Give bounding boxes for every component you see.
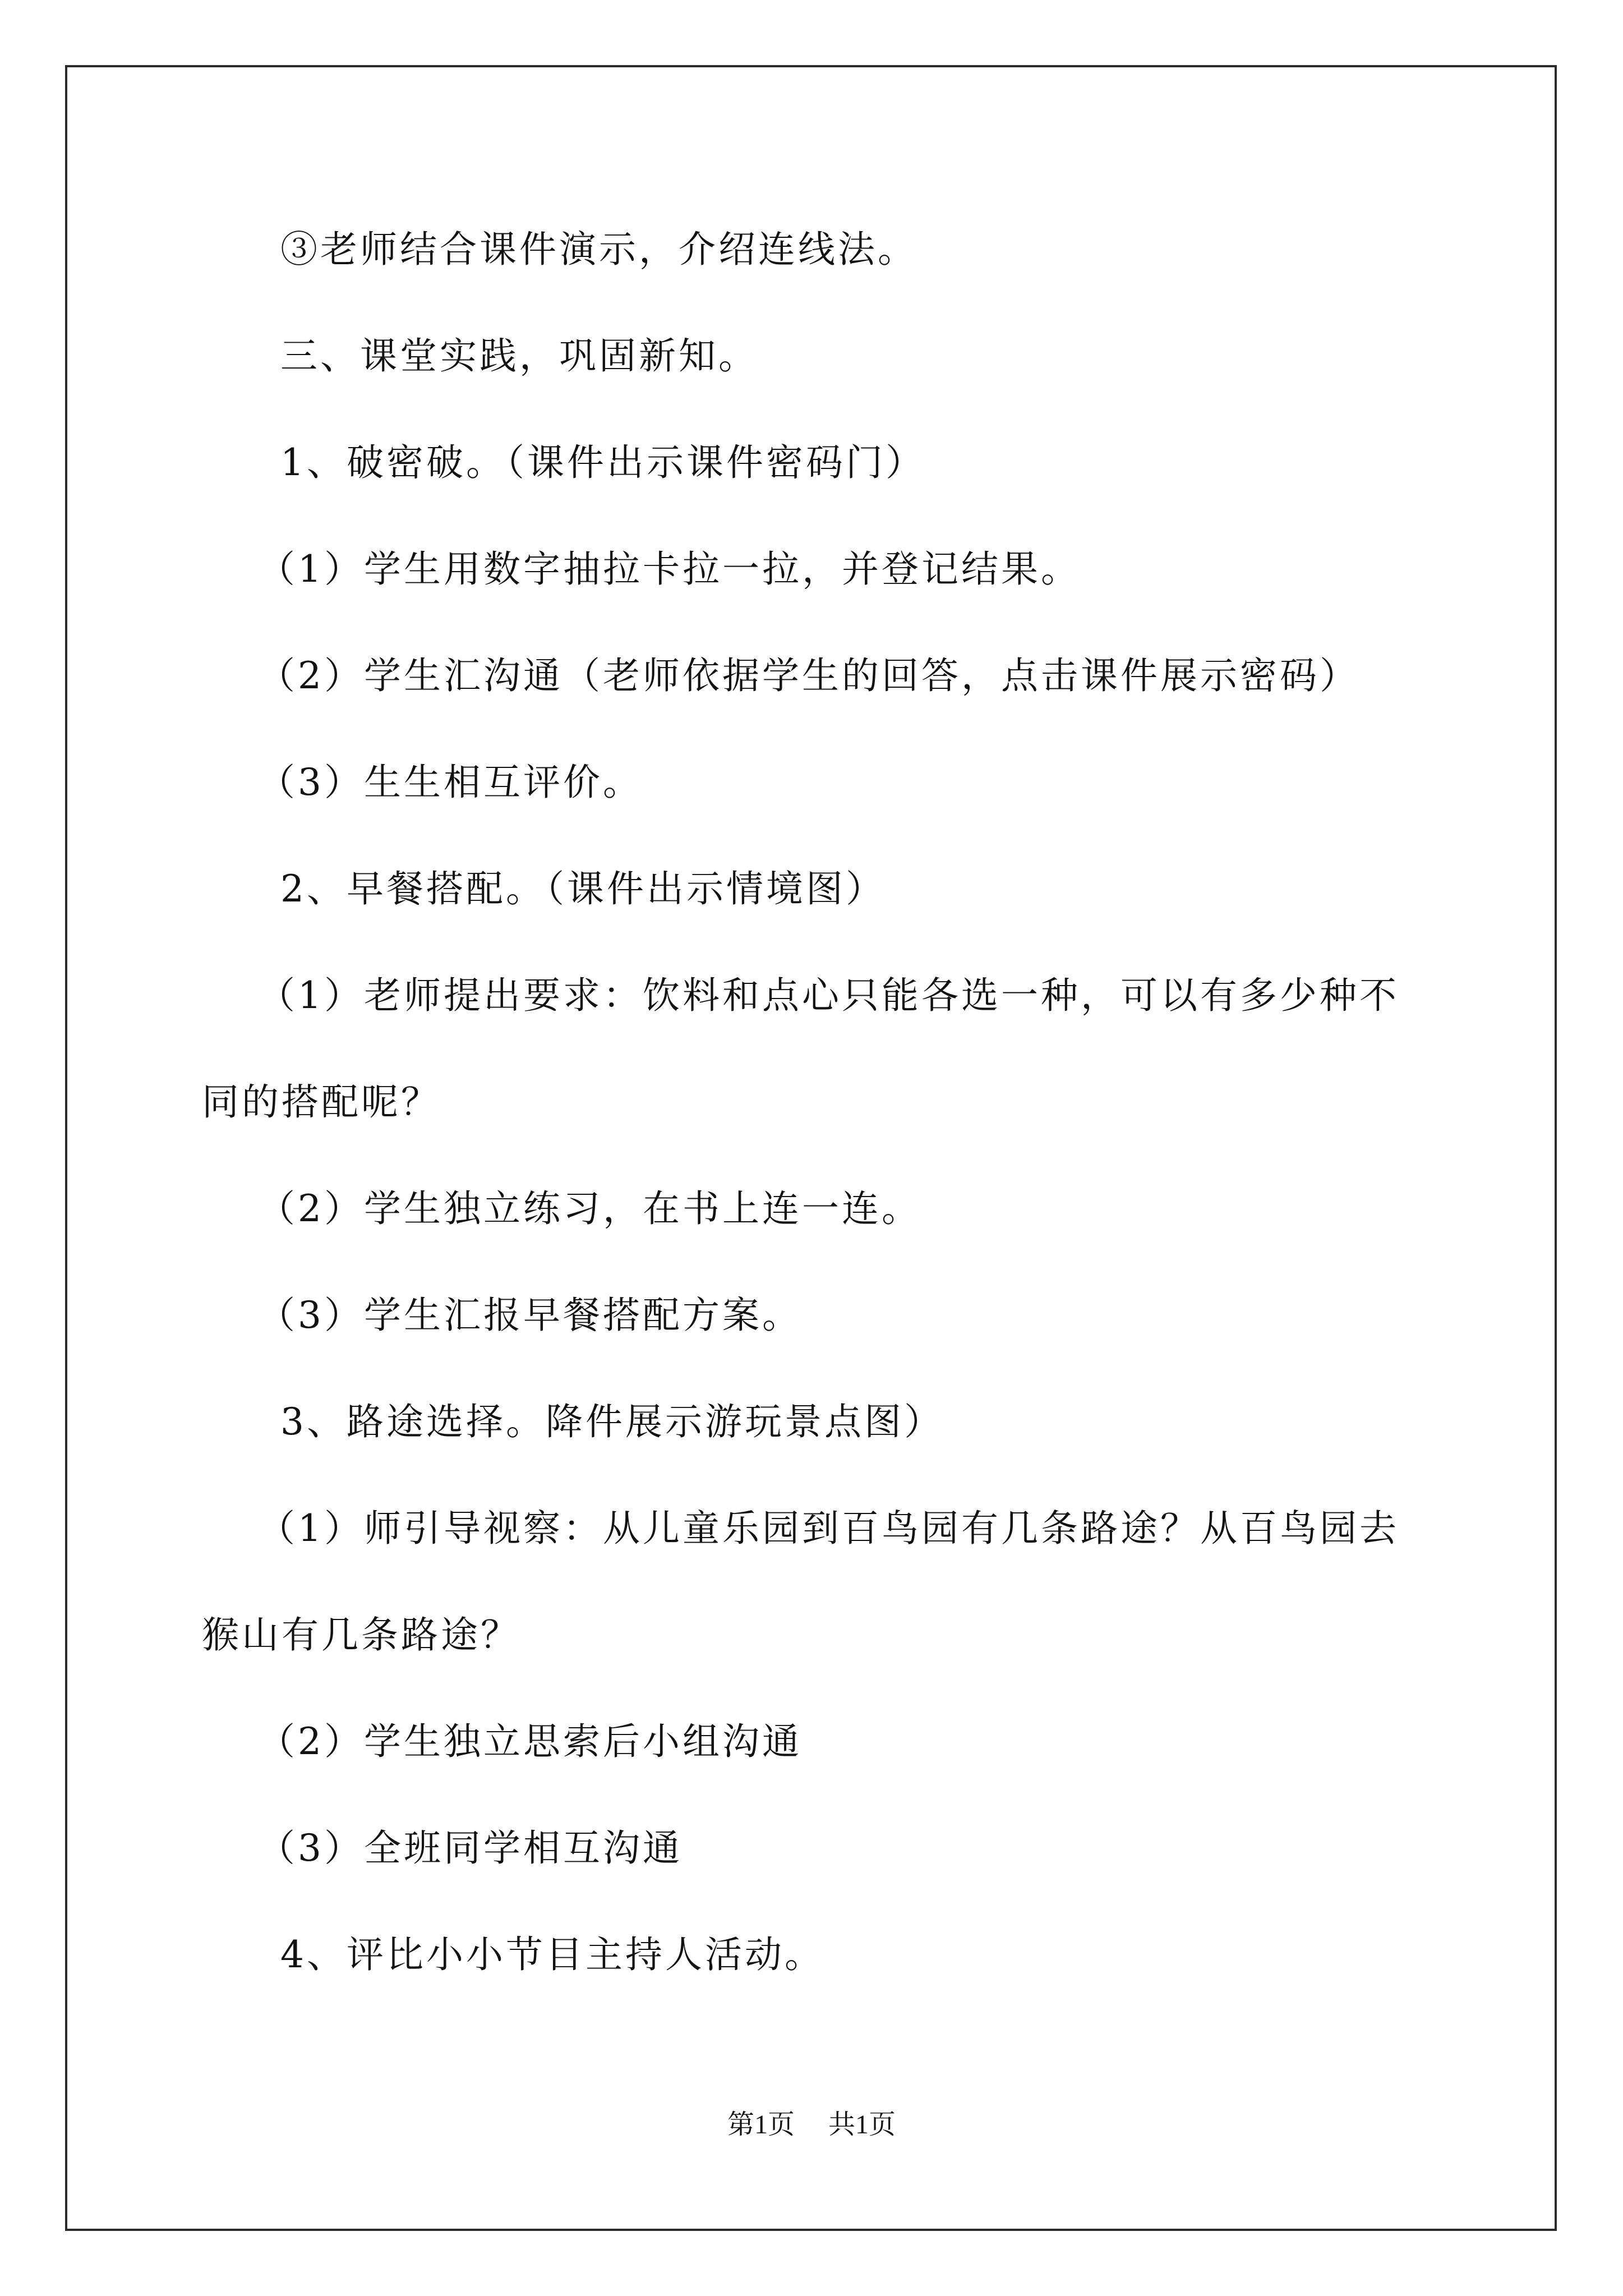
text-line: （3）学生汇报早餐搭配方案。 — [258, 1294, 802, 1337]
page-border — [65, 65, 1557, 2231]
text-line: 2、早餐搭配。（课件出示情境图） — [280, 867, 886, 910]
text-line: 1、破密破。（课件出示课件密码门） — [280, 441, 925, 484]
text-line: ③老师结合课件演示，介绍连线法。 — [280, 228, 917, 271]
page-total: 共1页 — [828, 2110, 896, 2139]
text-line: 同的搭配呢？ — [202, 1080, 441, 1124]
page-number: 第1页 — [727, 2110, 795, 2139]
text-line: （3）生生相互评价。 — [258, 761, 643, 804]
text-line: （1）老师提出要求：饮料和点心只能各选一种，可以有多少种不 — [258, 974, 1399, 1017]
text-line: （1）学生用数字抽拉卡拉一拉，并登记结果。 — [258, 547, 1081, 591]
text-line: （2）学生独立练习，在书上连一连。 — [258, 1187, 921, 1230]
text-line: （1）师引导视察：从儿童乐园到百鸟园有几条路途？从百鸟园去 — [258, 1507, 1399, 1550]
text-line: （2）学生汇沟通（老师依据学生的回答，点击课件展示密码） — [258, 654, 1359, 697]
text-line: （3）全班同学相互沟通 — [258, 1826, 683, 1870]
page-footer — [0, 2108, 1623, 2142]
text-line: 4、评比小小节目主持人活动。 — [280, 1933, 824, 1976]
text-line: （2）学生独立思索后小组沟通 — [258, 1720, 802, 1763]
text-line: 3、路途选择。降件展示游玩景点图） — [280, 1400, 944, 1443]
section-heading: 三、课堂实践，巩固新知。 — [280, 334, 758, 378]
text-line: 猴山有几条路途？ — [202, 1613, 520, 1657]
